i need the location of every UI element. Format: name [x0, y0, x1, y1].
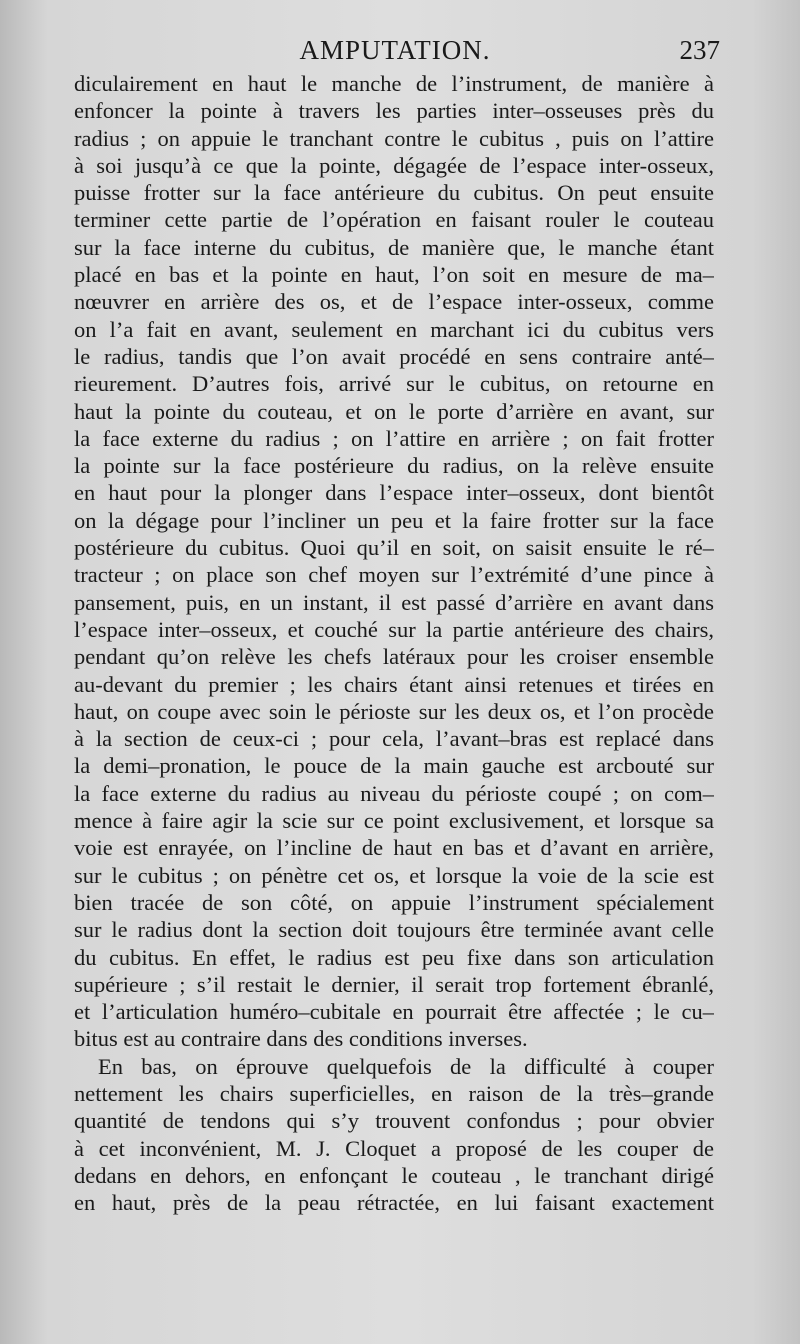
- body-text: [74, 70, 714, 1216]
- text-line: tracteur ; on place son chef moyen sur l’extrémité d’une pince à: [74, 562, 714, 588]
- text-line: En bas, on éprouve quelquefois de la difficulté à couper: [98, 1053, 714, 1079]
- text-line: à la section de ceux-ci ; pour cela, l’avant–bras est replacé dans: [74, 726, 714, 752]
- text-line: on l’a fait en avant, seulement en marchant ici du cubitus vers: [74, 316, 714, 342]
- text-line: du cubitus. En effet, le radius est peu fixe dans son articulation: [74, 944, 714, 970]
- text-line: enfoncer la pointe à travers les parties inter–osseuses près du: [74, 98, 714, 124]
- text-line: sur la face interne du cubitus, de manière que, le manche étant: [74, 234, 714, 260]
- text-line: pendant qu’on relève les chefs latéraux pour les croiser ensemble: [74, 644, 714, 670]
- text-line: haut, on coupe avec soin le périoste sur les deux os, et l’on procède: [74, 698, 714, 724]
- text-line: l’espace inter–osseux, et couché sur la partie antérieure des chairs,: [74, 616, 714, 642]
- text-line: à soi jusqu’à ce que la pointe, dégagée de l’espace inter-osseux,: [74, 152, 714, 178]
- text-line: sur le cubitus ; on pénètre cet os, et lorsque la voie de la scie est: [74, 862, 714, 888]
- text-line: à cet inconvénient, M. J. Cloquet a proposé de les couper de: [74, 1135, 714, 1161]
- text-line: pansement, puis, en un instant, il est passé d’arrière en avant dans: [74, 589, 714, 615]
- text-line: bitus est au contraire dans des conditions inverses.: [74, 1026, 528, 1052]
- text-line: dedans en dehors, en enfonçant le couteau , le tranchant dirigé: [74, 1162, 714, 1188]
- page-number: 237: [679, 35, 720, 65]
- text-line: diculairement en haut le manche de l’instrument, de manière à: [74, 71, 714, 96]
- text-line: mence à faire agir la scie sur ce point exclusivement, et lorsque sa: [74, 808, 714, 834]
- running-title: AMPUTATION.: [299, 35, 491, 65]
- text-line: on la dégage pour l’incliner un peu et la faire frotter sur la face: [74, 507, 714, 533]
- text-line: haut la pointe du couteau, et on le porte d’arrière en avant, sur: [74, 398, 714, 424]
- text-line: en haut pour la plonger dans l’espace inter–osseux, dont bientôt: [74, 480, 714, 506]
- text-line: la demi–pronation, le pouce de la main gauche est arcbouté sur: [74, 753, 714, 779]
- text-line: nettement les chairs superficielles, en raison de la très–grande: [74, 1080, 714, 1106]
- text-line: supérieure ; s’il restait le dernier, il serait trop fortement ébranlé,: [74, 971, 714, 997]
- text-line: postérieure du cubitus. Quoi qu’il en soit, on saisit ensuite le ré–: [74, 535, 714, 561]
- text-line: puisse frotter sur la face antérieure du cubitus. On peut ensuite: [74, 180, 714, 206]
- text-line: la pointe sur la face postérieure du radius, on la relève ensuite: [74, 453, 714, 479]
- text-line: en haut, près de la peau rétractée, en lui faisant exactement: [74, 1190, 714, 1216]
- text-line: le radius, tandis que l’on avait procédé en sens contraire anté–: [74, 343, 714, 369]
- text-line: la face externe du radius ; on l’attire en arrière ; on fait frotter: [74, 425, 714, 451]
- text-line: nœuvrer en arrière des os, et de l’espace inter-osseux, comme: [74, 289, 714, 315]
- text-line: terminer cette partie de l’opération en faisant rouler le couteau: [74, 207, 714, 233]
- page-header: [70, 30, 720, 70]
- text-line: rieurement. D’autres fois, arrivé sur le cubitus, on retourne en: [74, 371, 714, 397]
- text-line: placé en bas et la pointe en haut, l’on soit en mesure de ma–: [74, 262, 714, 288]
- text-line: voie est enrayée, on l’incline de haut en bas et d’avant en arrière,: [74, 835, 714, 861]
- text-line: bien tracée de son côté, on appuie l’instrument spécialement: [74, 889, 714, 915]
- text-line: radius ; on appuie le tranchant contre le cubitus , puis on l’attire: [74, 125, 714, 151]
- text-line: quantité de tendons qui s’y trouvent confondus ; pour obvier: [74, 1108, 714, 1134]
- paragraph-1: [74, 70, 714, 1053]
- paragraph-2: [74, 1053, 714, 1217]
- text-line: au-devant du premier ; les chairs étant ainsi retenues et tirées en: [74, 671, 714, 697]
- text-line: la face externe du radius au niveau du périoste coupé ; on com–: [74, 780, 714, 806]
- text-line: sur le radius dont la section doit toujours être terminée avant celle: [74, 917, 714, 943]
- text-line: et l’articulation huméro–cubitale en pourrait être affectée ; le cu–: [74, 999, 714, 1025]
